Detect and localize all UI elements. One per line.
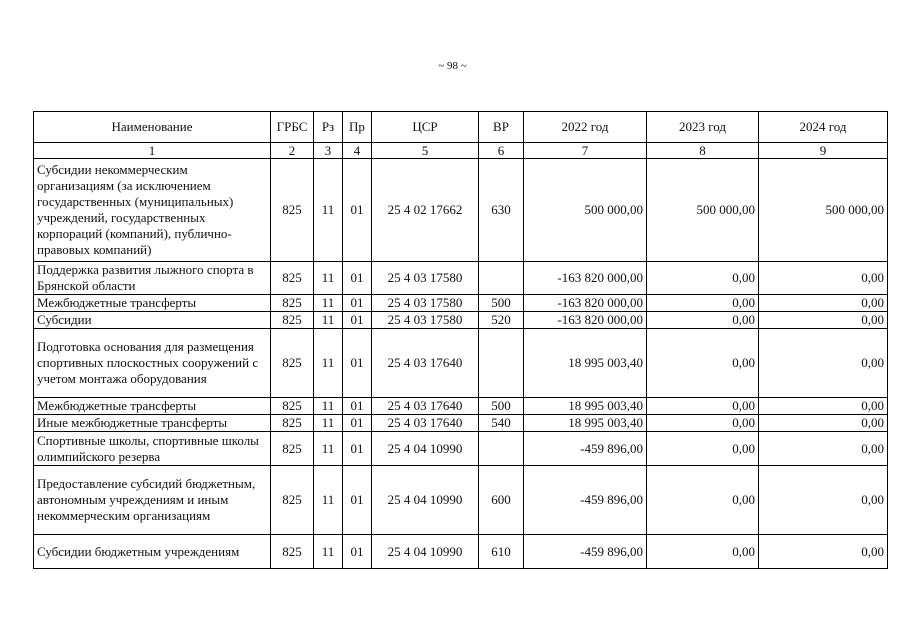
header-csr: ЦСР — [372, 112, 479, 143]
row-2023: 0,00 — [647, 415, 759, 432]
header-row — [34, 112, 888, 143]
row-grbs: 825 — [271, 398, 314, 415]
row-pr: 01 — [343, 432, 372, 466]
row-rz: 11 — [314, 329, 343, 398]
row-grbs: 825 — [271, 329, 314, 398]
row-2022: -163 820 000,00 — [524, 312, 647, 329]
row-2024: 0,00 — [759, 329, 888, 398]
row-rz: 11 — [314, 312, 343, 329]
budget-table — [33, 111, 888, 569]
row-name: Субсидии бюджетным учреждениям — [34, 535, 271, 569]
table-row — [34, 295, 888, 312]
row-grbs: 825 — [271, 159, 314, 262]
header-2023: 2023 год — [647, 112, 759, 143]
column-number: 6 — [479, 143, 524, 159]
row-grbs: 825 — [271, 312, 314, 329]
table-row — [34, 466, 888, 535]
row-2022: 500 000,00 — [524, 159, 647, 262]
row-2022: -163 820 000,00 — [524, 262, 647, 295]
row-csr: 25 4 03 17580 — [372, 312, 479, 329]
row-2022: -459 896,00 — [524, 535, 647, 569]
row-csr: 25 4 03 17640 — [372, 398, 479, 415]
row-pr: 01 — [343, 329, 372, 398]
row-2023: 0,00 — [647, 466, 759, 535]
row-pr: 01 — [343, 466, 372, 535]
row-grbs: 825 — [271, 415, 314, 432]
row-pr: 01 — [343, 159, 372, 262]
row-2022: 18 995 003,40 — [524, 415, 647, 432]
row-name: Межбюджетные трансферты — [34, 398, 271, 415]
row-2024: 0,00 — [759, 466, 888, 535]
header-rz: Рз — [314, 112, 343, 143]
row-name: Субсидии некоммерческим организациям (за исключением государственных (муниципальных) учреждений, государственных корпораций (компаний), публично-правовых компаний) — [34, 159, 271, 262]
row-csr: 25 4 04 10990 — [372, 466, 479, 535]
column-number: 3 — [314, 143, 343, 159]
row-pr: 01 — [343, 535, 372, 569]
row-name: Субсидии — [34, 312, 271, 329]
row-csr: 25 4 04 10990 — [372, 432, 479, 466]
row-2022: 18 995 003,40 — [524, 398, 647, 415]
row-2022: -459 896,00 — [524, 466, 647, 535]
row-grbs: 825 — [271, 295, 314, 312]
column-number: 4 — [343, 143, 372, 159]
row-csr: 25 4 03 17640 — [372, 415, 479, 432]
row-2023: 0,00 — [647, 535, 759, 569]
column-number: 1 — [34, 143, 271, 159]
row-name: Спортивные школы, спортивные школы олимпийского резерва — [34, 432, 271, 466]
row-2023: 0,00 — [647, 329, 759, 398]
table-row — [34, 312, 888, 329]
row-name: Подготовка основания для размещения спортивных плоскостных сооружений с учетом монтажа оборудования — [34, 329, 271, 398]
row-csr: 25 4 03 17640 — [372, 329, 479, 398]
row-vr: 600 — [479, 466, 524, 535]
header-2022: 2022 год — [524, 112, 647, 143]
row-pr: 01 — [343, 398, 372, 415]
row-grbs: 825 — [271, 466, 314, 535]
row-name: Предоставление субсидий бюджетным, автономным учреждениям и иным некоммерческим организациям — [34, 466, 271, 535]
row-2022: 18 995 003,40 — [524, 329, 647, 398]
row-rz: 11 — [314, 159, 343, 262]
row-csr: 25 4 02 17662 — [372, 159, 479, 262]
row-2023: 0,00 — [647, 262, 759, 295]
row-csr: 25 4 03 17580 — [372, 262, 479, 295]
row-2024: 0,00 — [759, 262, 888, 295]
row-rz: 11 — [314, 432, 343, 466]
header-2024: 2024 год — [759, 112, 888, 143]
row-vr — [479, 329, 524, 398]
page-number: ~ 98 ~ — [438, 60, 467, 72]
row-name: Поддержка развития лыжного спорта в Брянской области — [34, 262, 271, 295]
row-csr: 25 4 04 10990 — [372, 535, 479, 569]
table-row — [34, 329, 888, 398]
row-pr: 01 — [343, 312, 372, 329]
row-vr: 630 — [479, 159, 524, 262]
row-2023: 0,00 — [647, 295, 759, 312]
column-number: 7 — [524, 143, 647, 159]
row-pr: 01 — [343, 295, 372, 312]
row-rz: 11 — [314, 262, 343, 295]
header-pr: Пр — [343, 112, 372, 143]
table-row — [34, 262, 888, 295]
row-rz: 11 — [314, 398, 343, 415]
row-pr: 01 — [343, 262, 372, 295]
row-name: Межбюджетные трансферты — [34, 295, 271, 312]
row-2024: 0,00 — [759, 535, 888, 569]
row-vr: 500 — [479, 398, 524, 415]
row-vr — [479, 432, 524, 466]
row-2024: 0,00 — [759, 415, 888, 432]
column-number: 8 — [647, 143, 759, 159]
row-rz: 11 — [314, 466, 343, 535]
row-2022: -459 896,00 — [524, 432, 647, 466]
table-row — [34, 159, 888, 262]
row-rz: 11 — [314, 415, 343, 432]
row-vr: 520 — [479, 312, 524, 329]
column-number-row — [34, 143, 888, 159]
row-vr: 500 — [479, 295, 524, 312]
row-rz: 11 — [314, 535, 343, 569]
row-grbs: 825 — [271, 432, 314, 466]
row-2022: -163 820 000,00 — [524, 295, 647, 312]
header-vr: ВР — [479, 112, 524, 143]
row-pr: 01 — [343, 415, 372, 432]
column-number: 2 — [271, 143, 314, 159]
row-vr: 610 — [479, 535, 524, 569]
row-csr: 25 4 03 17580 — [372, 295, 479, 312]
row-2023: 0,00 — [647, 312, 759, 329]
table-row — [34, 535, 888, 569]
row-vr — [479, 262, 524, 295]
row-2024: 0,00 — [759, 295, 888, 312]
row-2023: 0,00 — [647, 398, 759, 415]
row-2023: 500 000,00 — [647, 159, 759, 262]
row-grbs: 825 — [271, 535, 314, 569]
row-2023: 0,00 — [647, 432, 759, 466]
row-name: Иные межбюджетные трансферты — [34, 415, 271, 432]
table-row — [34, 415, 888, 432]
header-name: Наименование — [34, 112, 271, 143]
column-number: 9 — [759, 143, 888, 159]
header-grbs: ГРБС — [271, 112, 314, 143]
table-row — [34, 398, 888, 415]
row-vr: 540 — [479, 415, 524, 432]
row-grbs: 825 — [271, 262, 314, 295]
row-2024: 0,00 — [759, 398, 888, 415]
row-2024: 500 000,00 — [759, 159, 888, 262]
table-body — [34, 143, 888, 569]
row-2024: 0,00 — [759, 312, 888, 329]
row-2024: 0,00 — [759, 432, 888, 466]
column-number: 5 — [372, 143, 479, 159]
row-rz: 11 — [314, 295, 343, 312]
table-row — [34, 432, 888, 466]
